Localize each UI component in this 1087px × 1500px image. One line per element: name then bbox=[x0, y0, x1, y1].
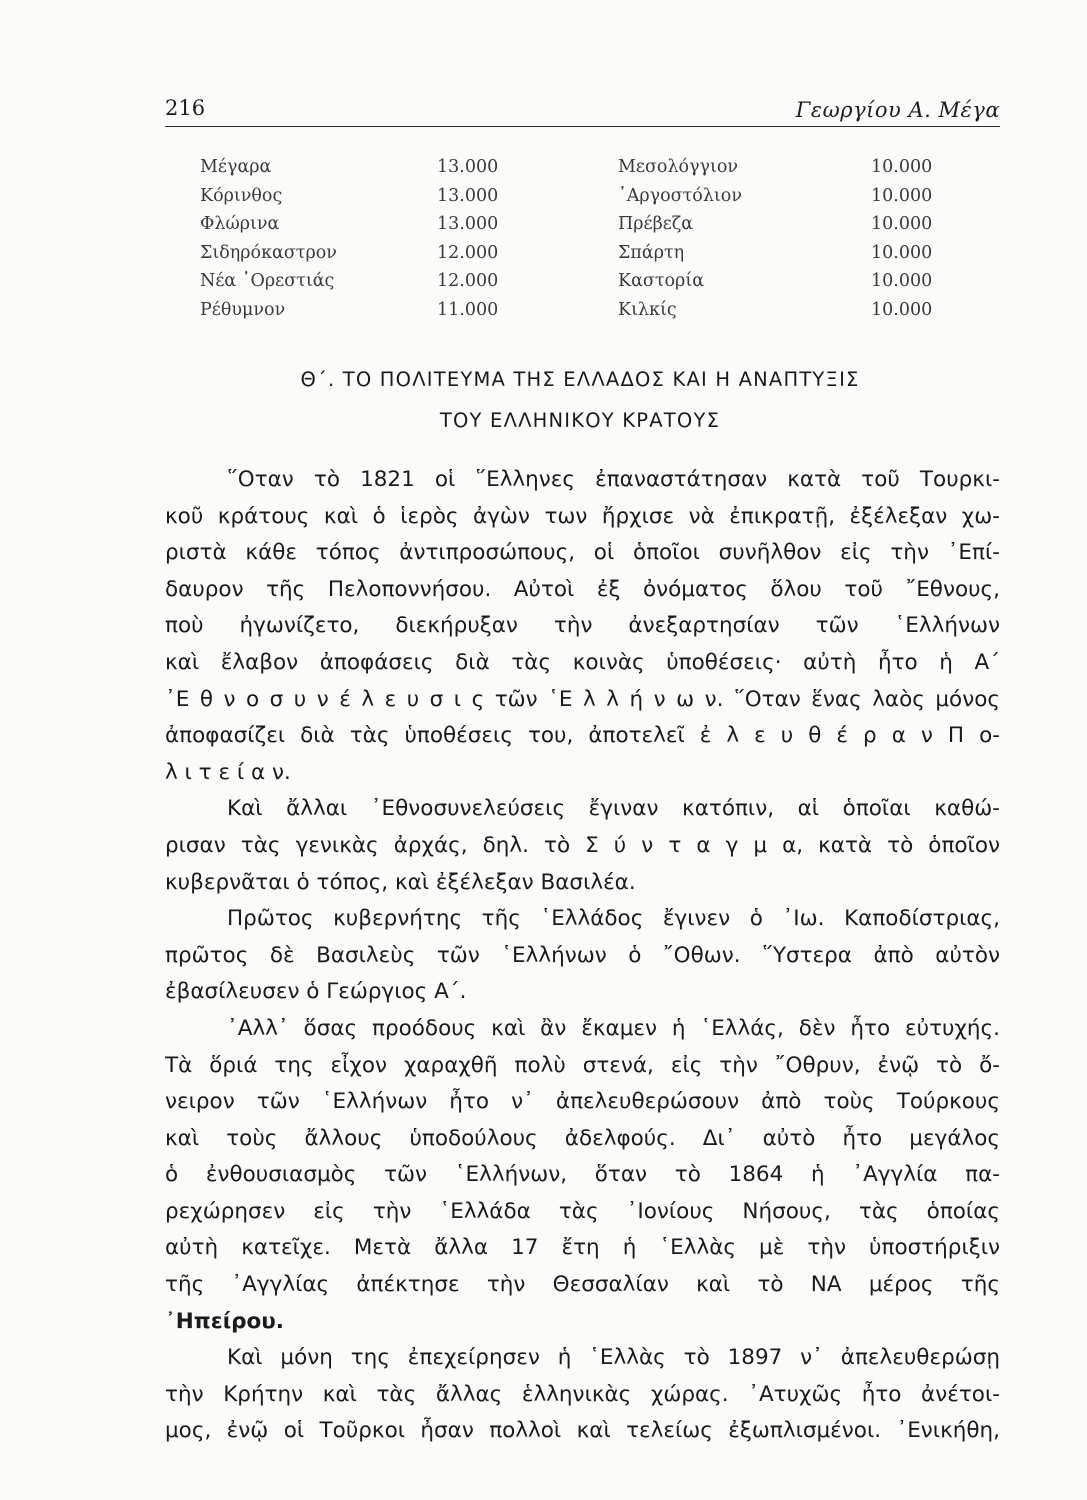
town-name: Σπάρτη bbox=[618, 242, 685, 263]
town-population: 10.000 bbox=[871, 185, 933, 206]
text-line: ᾿Ηπείρου. bbox=[165, 1308, 284, 1334]
town-name: Φλώρινα bbox=[200, 214, 280, 235]
body-text bbox=[165, 462, 1000, 1450]
population-table bbox=[200, 157, 960, 329]
table-row bbox=[200, 300, 960, 329]
table-row bbox=[200, 271, 960, 300]
town-population: 12.000 bbox=[437, 271, 499, 292]
text-line: Πρῶτος κυβερνήτης τῆς ῾Ελλάδος ἔγινεν ὁ ᾿Ιω. Καποδίστριας, bbox=[227, 906, 1000, 932]
text-line: αὐτὴ κατεῖχε. Μετὰ ἄλλα 17 ἔτη ἡ ῾Ελλὰς μὲ τὴν ὑποστήριξιν bbox=[165, 1235, 1000, 1261]
town-population: 10.000 bbox=[871, 242, 933, 263]
page-number: 216 bbox=[165, 96, 206, 120]
table-row bbox=[200, 214, 960, 243]
town-name: Πρέβεζα bbox=[618, 214, 694, 235]
section-title-line-1: Θ΄. ΤΟ ΠΟΛΙΤΕΥΜΑ ΤΗΣ ΕΛΛΑΔΟΣ ΚΑΙ Η ΑΝΑΠΤΥΞΙΣ bbox=[300, 368, 860, 391]
text-line: Καὶ ἄλλαι ᾿Εθνοσυνελεύσεις ἔγιναν κατόπιν, αἱ ὁποῖαι καθώ- bbox=[227, 796, 1000, 822]
text-line: τὴν Κρήτην καὶ τὰς ἄλλας ἑλληνικὰς χώρας. ᾿Ατυχῶς ἦτο ἀνέτοι- bbox=[165, 1381, 1000, 1407]
town-population: 10.000 bbox=[871, 157, 933, 177]
running-title: Γεωργίου Α. Μέγα bbox=[795, 98, 1000, 122]
town-name: Σιδηρόκαστρον bbox=[200, 242, 337, 263]
town-population: 10.000 bbox=[871, 214, 933, 235]
town-name: Ρέθυμνον bbox=[200, 299, 286, 320]
text-line: ᾿Αλλ᾿ ὅσας προόδους καὶ ἂν ἔκαμεν ἡ ῾Ελλάς, δὲν ἦτο εὐτυχής. bbox=[227, 1015, 1000, 1041]
text-line: καὶ ἔλαβον ἀποφάσεις διὰ τὰς κοινὰς ὑποθέσεις· αὐτὴ ἦτο ἡ Α΄ bbox=[165, 649, 1000, 675]
town-population: 13.000 bbox=[437, 157, 499, 177]
page-header bbox=[165, 96, 1000, 127]
town-name: Νέα ᾿Ορεστιάς bbox=[200, 271, 335, 292]
text-line: νειρον τῶν ῾Ελλήνων ἦτο ν᾿ ἀπελευθερώσουν ἀπὸ τοὺς Τούρκους bbox=[165, 1089, 1000, 1115]
text-line: δαυρον τῆς Πελοποννήσου. Αὐτοὶ ἐξ ὀνόματος ὅλου τοῦ ῎Εθνους, bbox=[165, 576, 1000, 602]
text-line: ἀποφασίζει διὰ τὰς ὑποθέσεις του, ἀποτελεῖ ἐ λ ε υ θ έ ρ α ν Π ο- bbox=[165, 723, 1000, 749]
text-line: λ ι τ ε ί α ν. bbox=[165, 759, 291, 785]
text-line: ρεχώρησεν εἰς τὴν ῾Ελλάδα τὰς ᾿Ιονίους Νήσους, τὰς ὁποίας bbox=[165, 1198, 1000, 1224]
text-line: Τὰ ὅριά της εἶχον χαραχθῆ πολὺ στενά, εἰς τὴν ῎Οθρυν, ἐνῷ τὸ ὄ- bbox=[165, 1052, 1000, 1078]
text-line: ῞Οταν τὸ 1821 οἱ ῞Ελληνες ἐπαναστάτησαν κατὰ τοῦ Τουρκι- bbox=[227, 467, 1000, 492]
town-name: ᾿Αργοστόλιον bbox=[618, 185, 742, 206]
town-name: Κόρινθος bbox=[200, 185, 283, 206]
town-population: 10.000 bbox=[871, 271, 933, 292]
town-name: Μεσολόγγιον bbox=[618, 157, 739, 177]
town-population: 12.000 bbox=[437, 242, 499, 263]
text-line: πρῶτος δὲ Βασιλεὺς τῶν ῾Ελλήνων ὁ ῎Οθων. ῞Υστερα ἀπὸ αὐτὸν bbox=[165, 942, 1000, 968]
text-line: ἐβασίλευσεν ὁ Γεώργιος Α΄. bbox=[165, 979, 467, 1005]
town-population: 13.000 bbox=[437, 214, 499, 235]
text-line: Καὶ μόνη της ἐπεχείρησεν ἡ ῾Ελλὰς τὸ 1897 ν᾿ ἀπελευθερώσῃ bbox=[227, 1345, 1000, 1371]
text-line: ποὺ ἠγωνίζετο, διεκήρυξαν τὴν ἀνεξαρτησίαν τῶν ῾Ελλήνων bbox=[165, 613, 1000, 639]
table-row bbox=[200, 243, 960, 272]
town-name: Κιλκίς bbox=[618, 299, 677, 320]
text-line: κυβερνᾶται ὁ τόπος, καὶ ἐξέλεξαν Βασιλέα. bbox=[165, 869, 636, 895]
text-line: ριστὰ κάθε τόπος ἀντιπροσώπους, οἱ ὁποῖοι συνῆλθον εἰς τὴν ᾿Επί- bbox=[165, 540, 1000, 566]
town-name: Καστορία bbox=[618, 271, 705, 292]
text-line: ρισαν τὰς γενικὰς ἀρχάς, δηλ. τὸ Σ ύ ν τ α γ μ α, κατὰ τὸ ὁποῖον bbox=[165, 832, 1000, 858]
text-line: τῆς ᾿Αγγλίας ἀπέκτησε τὴν Θεσσαλίαν καὶ τὸ ΝΑ μέρος τῆς bbox=[165, 1272, 1000, 1298]
text-line: κοῦ κράτους καὶ ὁ ἱερὸς ἀγὼν των ἤρχισε νὰ ἐπικρατῇ, ἐξέλεξαν χω- bbox=[165, 503, 1000, 529]
text-line: ὁ ἐνθουσιασμὸς τῶν ῾Ελλήνων, ὅταν τὸ 1864 ἡ ᾿Αγγλία πα- bbox=[165, 1162, 1000, 1188]
text-line: μος, ἐνῷ οἱ Τοῦρκοι ἦσαν πολλοὶ καὶ τελείως ἐξωπλισμένοι. ᾿Ενικήθη, bbox=[165, 1418, 1000, 1444]
town-population: 10.000 bbox=[871, 299, 933, 320]
town-population: 13.000 bbox=[437, 185, 499, 206]
table-row bbox=[200, 157, 960, 186]
town-name: Μέγαρα bbox=[200, 157, 272, 177]
section-title-line-2: ΤΟΥ ΕΛΛΗΝΙΚΟΥ ΚΡΑΤΟΥΣ bbox=[439, 409, 721, 432]
text-line: ᾿Ε θ ν ο σ υ ν έ λ ε υ σ ι ς τῶν ῾Ε λ λ ή ν ω ν. ῞Οταν ἕνας λαὸς μόνος bbox=[165, 686, 1000, 712]
town-population: 11.000 bbox=[437, 299, 499, 320]
table-row bbox=[200, 186, 960, 215]
text-line: καὶ τοὺς ἄλλους ὑποδούλους ἀδελφούς. Δι᾿ αὐτὸ ἦτο μεγάλος bbox=[165, 1125, 1000, 1151]
